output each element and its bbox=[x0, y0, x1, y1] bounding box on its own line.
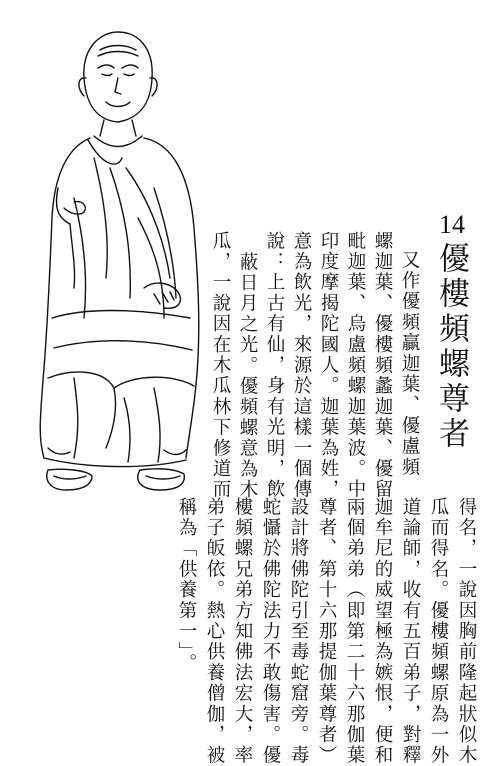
text-column: 瓜而得名。優樓頻螺原為一外 bbox=[428, 497, 449, 766]
text-column: 蔽日月之光。優頻螺意為木 bbox=[237, 252, 258, 501]
text-column: 說：上古有仙，身有光明，飲 bbox=[264, 231, 285, 501]
text-column: 稱為「供養第一」。 bbox=[176, 497, 197, 675]
text-column: 意為飲光，來源於這樣一個傳 bbox=[291, 231, 312, 501]
text-column: 蛇懾於佛陀法力不敢傷害。優 bbox=[260, 497, 281, 766]
text-column: 樓頻螺兄弟方知佛法宏大，率 bbox=[232, 497, 253, 766]
text-column: 兩個弟弟（即第二十六那伽葉 bbox=[344, 497, 365, 766]
text-column: 得名，一說因胸前隆起狀似木 bbox=[456, 497, 477, 766]
arhat-illustration bbox=[14, 18, 210, 518]
text-column: 又作優頻贏迦葉、優盧頻 bbox=[399, 250, 420, 478]
text-column: 毗迦葉、烏盧頻螺迦葉波。中 bbox=[345, 231, 366, 501]
text-column: 尊者、第十六那提伽葉尊者） bbox=[316, 497, 337, 766]
text-column: 迦牟尼的威望極為嫉恨，便和 bbox=[372, 497, 393, 766]
text-column: 道論師，收有五百弟子，對釋 bbox=[400, 497, 421, 766]
text-column: 螺迦葉、優樓頻蠡迦葉、優留 bbox=[372, 231, 393, 501]
text-column: 印度摩揭陀國人。迦葉為姓， bbox=[318, 231, 339, 501]
text-column: 設計將佛陀引至毒蛇窟旁。毒 bbox=[288, 497, 309, 766]
title-number: 14 bbox=[439, 210, 465, 239]
text-column: 瓜，一說因在木瓜林下修道而 bbox=[210, 231, 231, 501]
robe-outline bbox=[40, 138, 90, 458]
page-title: 優樓頻螺尊者 bbox=[433, 242, 469, 452]
text-column: 弟子皈依。熱心供養僧伽，被 bbox=[204, 497, 225, 766]
